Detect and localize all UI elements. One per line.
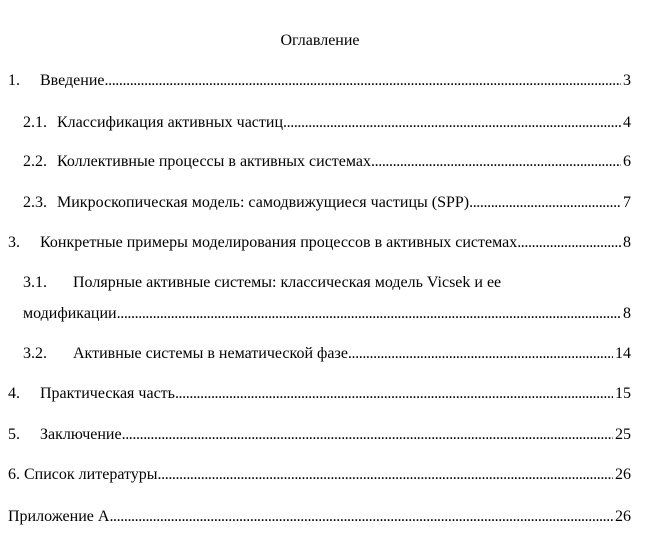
toc-entry-number: 5. <box>8 426 20 443</box>
toc-entry[interactable] <box>8 465 631 485</box>
toc-entry-page: 14 <box>615 345 631 362</box>
toc-entry-number: 6. <box>8 466 20 483</box>
toc-entry[interactable] <box>23 193 631 213</box>
dot-leader <box>122 425 613 445</box>
toc-entry[interactable] <box>8 507 631 527</box>
toc-entry-number: 3.1. <box>23 274 47 291</box>
toc-entry-text: Полярные активные системы: классическая модель Vicsek и ее <box>73 274 502 291</box>
dot-leader <box>175 384 613 404</box>
dot-leader <box>348 344 613 364</box>
toc-entry[interactable] <box>8 71 631 91</box>
toc-entry-text: Список литературы <box>24 466 158 483</box>
toc-entry-number: 2.1. <box>23 114 47 131</box>
dot-leader <box>158 465 613 485</box>
toc-entry-page: 4 <box>623 114 631 131</box>
toc-entry-continuation[interactable] <box>23 304 631 324</box>
toc-entry-page: 6 <box>623 153 631 170</box>
toc-entry[interactable] <box>23 344 631 364</box>
toc-entry-page: 26 <box>615 466 631 483</box>
toc-entry-text: Конкретные примеры моделирования процессов в активных системах <box>40 234 518 251</box>
dot-leader <box>117 304 621 324</box>
toc-entry-number: 1. <box>8 72 20 89</box>
toc-entry-number: 2.2. <box>23 153 47 170</box>
dot-leader <box>517 233 621 253</box>
toc-entry-text: Коллективные процессы в активных системах <box>57 153 372 170</box>
toc-title: Оглавление <box>280 32 360 49</box>
toc-entry-number: 3.2. <box>23 345 47 362</box>
toc-entry-text: Микроскопическая модель: самодвижущиеся частицы (SPP) <box>57 194 470 211</box>
toc-entry-page: 15 <box>615 385 631 402</box>
toc-entry-number: 2.3. <box>23 194 47 211</box>
dot-leader <box>469 193 621 213</box>
toc-entry[interactable] <box>8 233 631 253</box>
toc-entry-page: 8 <box>623 234 631 251</box>
toc-entry[interactable] <box>8 384 631 404</box>
toc-entry-page: 25 <box>615 426 631 443</box>
toc-entry-number: 4. <box>8 385 20 402</box>
toc-entry-text: Практическая часть <box>40 385 175 402</box>
toc-entry-page: 26 <box>615 508 631 525</box>
toc-entry[interactable] <box>23 152 631 172</box>
toc-entry[interactable] <box>23 113 631 133</box>
toc-entry-text: Активные системы в нематической фазе <box>73 345 348 362</box>
toc-entry-text: Введение <box>40 72 105 89</box>
dot-leader <box>283 113 621 133</box>
toc-entry-text: Заключение <box>40 426 122 443</box>
toc-entry-first-line[interactable] <box>23 273 501 293</box>
toc-entry-text: Приложение А <box>8 508 110 525</box>
toc-entry-page: 7 <box>623 194 631 211</box>
toc-entry-text: модификации <box>23 305 117 322</box>
toc-entry-page: 3 <box>623 72 631 89</box>
dot-leader <box>105 71 622 91</box>
toc-entry[interactable] <box>8 425 631 445</box>
toc-entry-page: 8 <box>623 305 631 322</box>
dot-leader <box>109 507 613 527</box>
toc-entry-number: 3. <box>8 234 20 251</box>
dot-leader <box>371 152 621 172</box>
toc-entry-text: Классификация активных частиц <box>57 114 284 131</box>
